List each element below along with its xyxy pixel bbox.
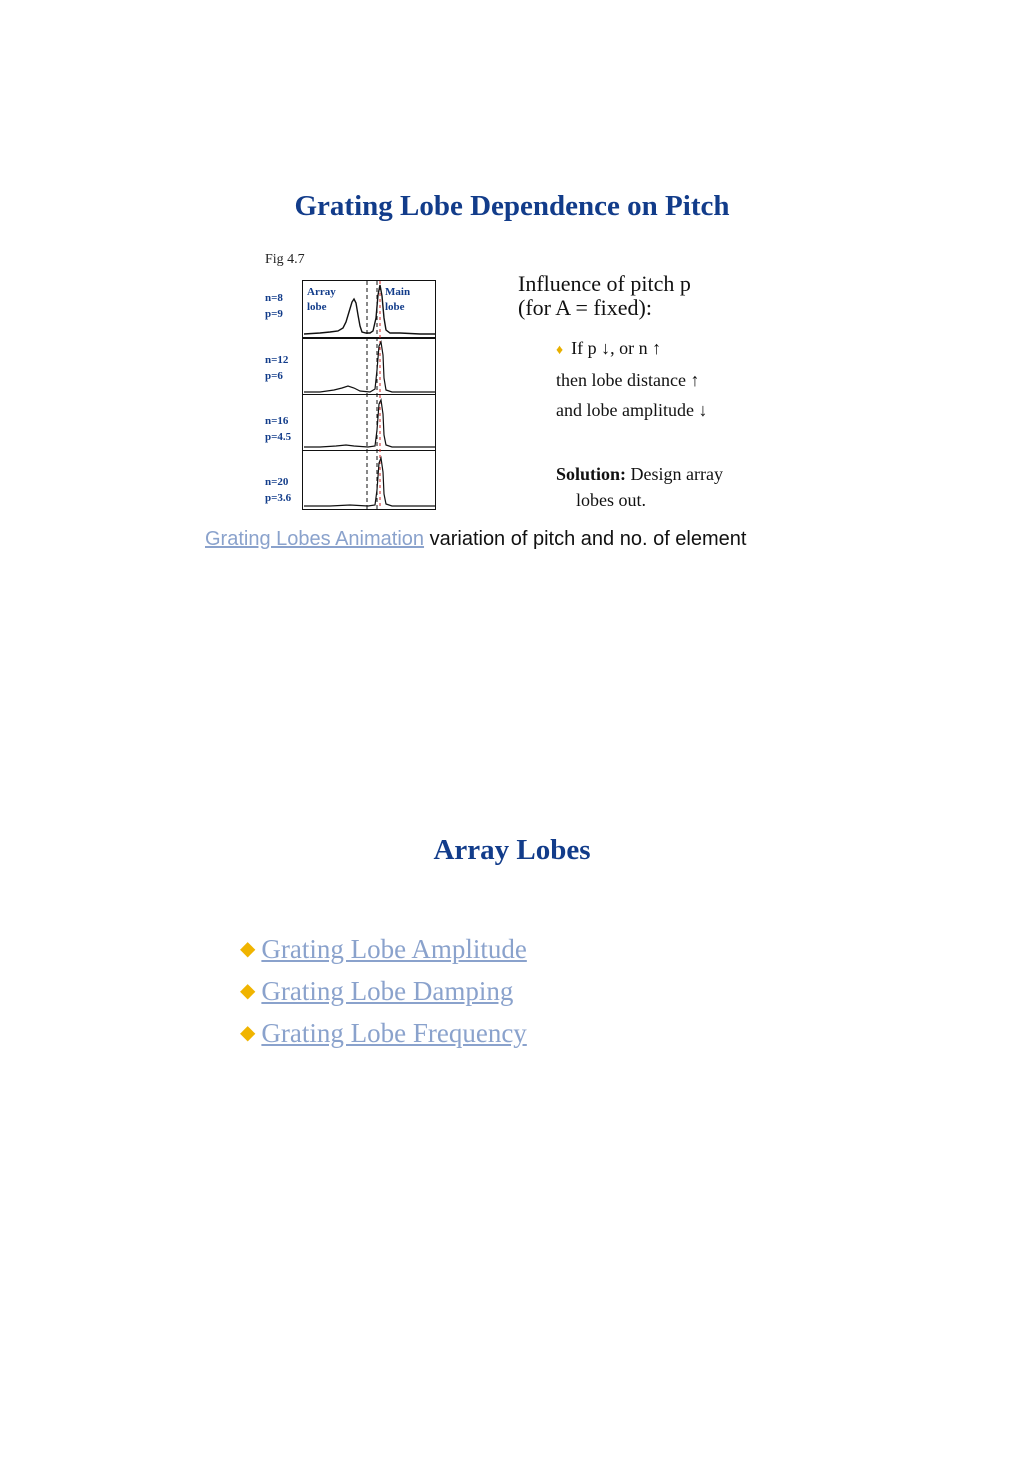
grating-lobe-amplitude-link[interactable]: Grating Lobe Amplitude (261, 934, 527, 964)
row-label-3: n=16 p=4.5 (265, 415, 292, 443)
grating-lobe-damping-link[interactable]: Grating Lobe Damping (261, 976, 514, 1006)
diamond-bullet-icon: ◆ (240, 1022, 256, 1044)
array-lobe-label: Array lobe (307, 286, 336, 313)
diamond-bullet-icon: ◆ (240, 938, 256, 960)
animation-link-line: Grating Lobes Animation variation of pitch and no. of element (205, 528, 747, 550)
figure-caption: Fig 4.7 (265, 252, 305, 267)
and-lobe-amplitude: and lobe amplitude ↓ (556, 400, 708, 420)
slide-title-grating-lobe-pitch: Grating Lobe Dependence on Pitch (294, 190, 730, 222)
curve-n12 (304, 342, 435, 392)
arrow-down-icon: ↓ (698, 400, 708, 420)
list-item (240, 1018, 527, 1048)
grating-lobes-animation-link[interactable]: Grating Lobes Animation (205, 528, 425, 550)
curve-n16 (304, 400, 435, 447)
list-item (240, 934, 527, 964)
slide-title-array-lobes: Array Lobes (433, 834, 591, 866)
bullet-if-p: ♦ If p ↓, or n ↑ (556, 338, 662, 358)
arrow-up-icon: ↑ (652, 338, 662, 358)
arrow-down-icon: ↓ (601, 338, 611, 358)
influence-heading: Influence of pitch p (for A = fixed): (518, 271, 691, 320)
row-label-2: n=12 p=6 (265, 354, 289, 382)
solution-text: Solution: Design array lobes out. (556, 464, 723, 510)
curve-n8 (304, 285, 435, 334)
diamond-bullet-icon: ♦ (556, 343, 564, 358)
then-lobe-distance: then lobe distance ↑ (556, 370, 700, 390)
list-item (240, 976, 513, 1006)
arrow-up-icon: ↑ (690, 370, 700, 390)
curve-n20 (304, 458, 435, 506)
row-label-4: n=20 p=3.6 (265, 476, 292, 504)
diamond-bullet-icon: ◆ (240, 980, 256, 1002)
grating-lobe-frequency-link[interactable]: Grating Lobe Frequency (261, 1018, 527, 1048)
main-lobe-label: Main lobe (385, 286, 411, 313)
row-label-1: n=8 p=9 (265, 292, 283, 320)
